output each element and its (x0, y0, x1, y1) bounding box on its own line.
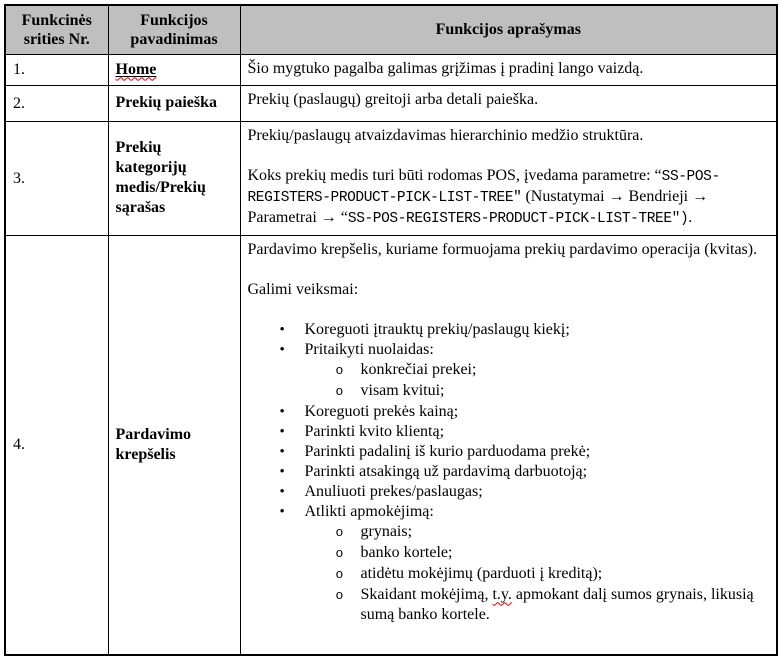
bullet-text (361, 381, 769, 401)
function-area-number-cell (5, 54, 108, 85)
function-name: Prekių paieška (115, 94, 217, 111)
function-description-cell (240, 54, 777, 85)
circle-bullet-icon: o (335, 362, 344, 378)
sub-bullet-item (336, 564, 769, 585)
bullet-text (305, 502, 769, 522)
sub-bullet-item (336, 381, 769, 402)
circle-bullet-icon: o (335, 587, 344, 603)
function-name-cell (108, 54, 240, 85)
function-area-number: 4. (13, 436, 25, 454)
bullet-item (280, 320, 769, 340)
circle-bullet-icon: o (335, 545, 344, 561)
text-run: konkrečiai prekei; (360, 360, 477, 378)
bullet-text (305, 320, 769, 340)
function-name-cell (108, 235, 240, 655)
text-run: Koks prekių medis turi būti rodomas POS, įvedama parametre: “ (247, 166, 662, 184)
bullet-text (305, 422, 769, 442)
text-run: apmokant dalį sumos grynais, likusią sumą banko kortele. (360, 585, 754, 623)
table-row (5, 235, 777, 655)
bullet-text (305, 402, 769, 422)
bullet-text (361, 543, 769, 563)
text-run: Prekių (paslaugų) greitoji arba detali paieška. (247, 90, 539, 108)
header-row (5, 5, 777, 54)
functions-table (4, 4, 778, 656)
table-row (5, 54, 777, 85)
bullet-icon: • (279, 321, 285, 338)
text-run: . (688, 208, 693, 226)
text-run: banko kortele; (360, 543, 453, 561)
function-description-cell (240, 85, 777, 121)
bullet-icon: • (279, 443, 285, 460)
paragraph (248, 240, 769, 260)
text-run: Prekių/paslaugų atvaizdavimas hierarchinio medžio struktūra. (247, 126, 644, 144)
bullet-icon: • (279, 403, 285, 420)
function-name (116, 61, 157, 78)
circle-bullet-icon: o (335, 566, 344, 582)
text-run: Pritaikyti nuolaidas: (304, 340, 434, 358)
sub-bullet-item (336, 522, 769, 543)
text-run: Parinkti padalinį iš kurio parduodama prekė; (304, 442, 591, 460)
bullet-item (280, 340, 769, 360)
bullet-icon: • (279, 423, 285, 440)
text-run: Parinkti atsakingą už pardavimą darbuotoją; (304, 462, 588, 480)
bullet-text (361, 564, 769, 584)
paragraph (248, 280, 769, 300)
text-run: visam kvitui; (360, 381, 445, 399)
bullet-item (280, 462, 769, 482)
paragraph (248, 90, 769, 110)
circle-bullet-icon: o (335, 524, 344, 540)
paragraph-spacer (248, 300, 769, 320)
function-name-cell (108, 85, 240, 121)
text-run: Atlikti apmokėjimą: (304, 502, 434, 520)
table-body (5, 54, 777, 655)
column-header-function-name: Funkcijos pavadinimas (108, 5, 240, 54)
table-row (5, 85, 777, 121)
paragraph (248, 59, 769, 79)
bullet-text (305, 340, 769, 360)
parameter-code-text: SS-POS-REGISTERS-PRODUCT-PICK-LIST-TREE") (347, 210, 689, 227)
function-area-number-cell (5, 235, 108, 655)
text-run: atidėtu mokėjimų (parduoti į kreditą); (360, 564, 603, 582)
sub-bullet-item (336, 360, 769, 381)
bullet-text (305, 482, 769, 502)
bullet-icon: • (279, 483, 285, 500)
text-run: Skaidant mokėjimą, (360, 585, 493, 603)
function-area-number: 2. (13, 94, 25, 112)
bullet-icon: • (279, 341, 285, 358)
text-run: grynais; (360, 522, 413, 540)
function-name: Pardavimo krepšelis (115, 425, 192, 463)
function-area-number: 3. (13, 169, 25, 187)
bullet-text (361, 585, 769, 625)
bullet-item (280, 442, 769, 462)
function-description-cell (240, 235, 777, 655)
parameter-code-text: SS-POS-REGISTERS-PRODUCT-PICK-LIST-TREE" (247, 168, 720, 206)
bullet-item (280, 422, 769, 442)
text-run: t.y. (492, 585, 512, 603)
text-run: Koreguoti įtrauktų prekių/paslaugų kiekį; (304, 320, 570, 338)
text-run: Anuliuoti prekes/paslaugas; (304, 482, 483, 500)
column-header-function-area-nr: Funkcinės srities Nr. (5, 5, 108, 54)
sub-bullet-item (336, 543, 769, 564)
bullet-item (280, 402, 769, 422)
text-run: Parinkti kvito klientą; (304, 422, 445, 440)
function-area-number-cell (5, 85, 108, 121)
bullet-text (305, 462, 769, 482)
text-run: Koreguoti prekės kainą; (304, 402, 459, 420)
paragraph (248, 126, 769, 146)
column-header-function-description: Funkcijos aprašymas (240, 5, 777, 54)
bullet-icon: • (279, 463, 285, 480)
bullet-icon: • (279, 503, 285, 520)
bullet-text (361, 522, 769, 542)
text-run: Galimi veiksmai: (247, 280, 359, 298)
table-row (5, 121, 777, 235)
paragraph-spacer (248, 260, 769, 280)
misspelled-text: Home (115, 60, 157, 78)
bullet-item (280, 502, 769, 522)
function-area-number: 1. (13, 61, 25, 78)
function-description-cell (240, 121, 777, 235)
function-name-cell (108, 121, 240, 235)
function-name: Prekių kategorijų medis/Prekių sąrašas (115, 139, 206, 216)
text-run: (Nustatymai → Bendrieji → Parametrai → “ (247, 187, 709, 226)
text-run: Šio mygtuko pagalba galimas grįžimas į pradinį lango vaizdą. (247, 59, 644, 77)
bullet-text (305, 442, 769, 462)
circle-bullet-icon: o (335, 383, 344, 399)
function-area-number-cell (5, 121, 108, 235)
paragraph-spacer (248, 146, 769, 166)
bullet-item (280, 482, 769, 502)
bullet-text (361, 360, 769, 380)
text-run: Pardavimo krepšelis, kuriame formuojama prekių pardavimo operacija (kvitas). (247, 240, 758, 258)
paragraph (248, 166, 769, 229)
sub-bullet-item (336, 585, 769, 625)
